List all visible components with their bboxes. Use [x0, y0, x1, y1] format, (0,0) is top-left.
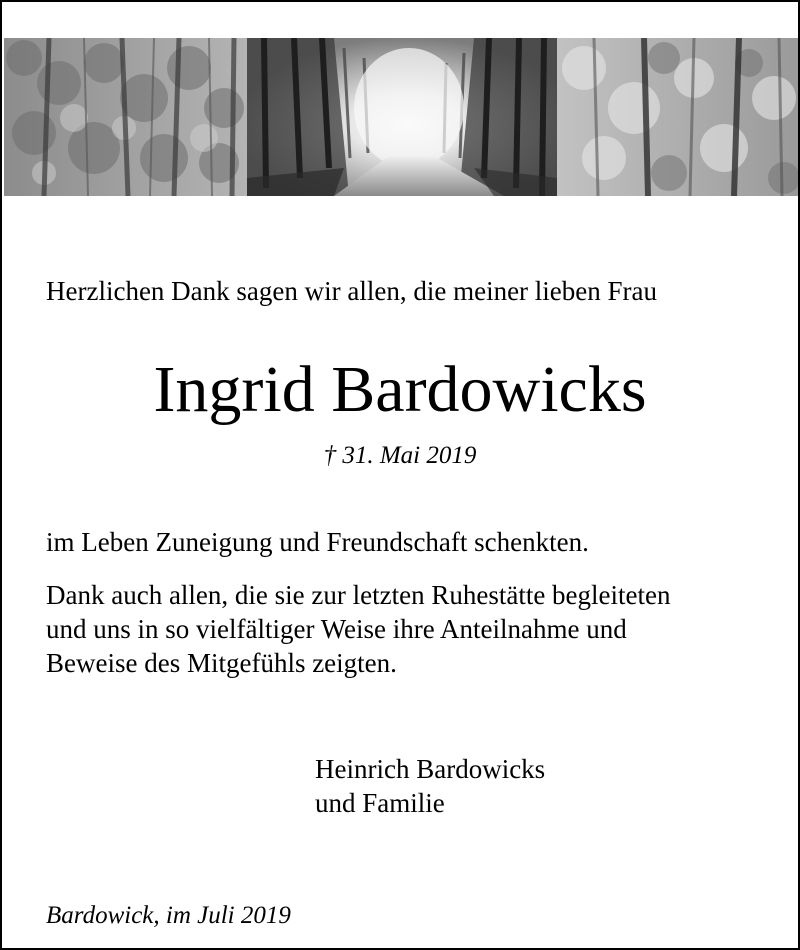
- paragraph-thanks-line-2: und uns in so vielfältiger Weise ihre Anteilnahme und: [46, 614, 627, 644]
- signature: [315, 752, 545, 820]
- deceased-name: Ingrid Bardowicks: [153, 353, 647, 426]
- intro-line: Herzlichen Dank sagen wir allen, die meiner lieben Frau: [46, 276, 658, 306]
- paragraph-affection: im Leben Zuneigung und Freundschaft schenkten.: [46, 527, 589, 557]
- signature-name: Heinrich Bardowicks: [315, 754, 546, 784]
- signature-family: und Familie: [315, 788, 445, 818]
- paragraph-thanks-line-3: Beweise des Mitgefühls zeigten.: [46, 648, 397, 678]
- paragraph-thanks: [46, 578, 776, 680]
- place-date: Bardowick, im Juli 2019: [46, 902, 291, 929]
- forest-banner-image: [4, 38, 798, 196]
- misty-forest-photo: [4, 38, 798, 196]
- paragraph-thanks-line-1: Dank auch allen, die sie zur letzten Ruhestätte begleiteten: [46, 580, 671, 610]
- death-date: † 31. Mai 2019: [323, 442, 477, 469]
